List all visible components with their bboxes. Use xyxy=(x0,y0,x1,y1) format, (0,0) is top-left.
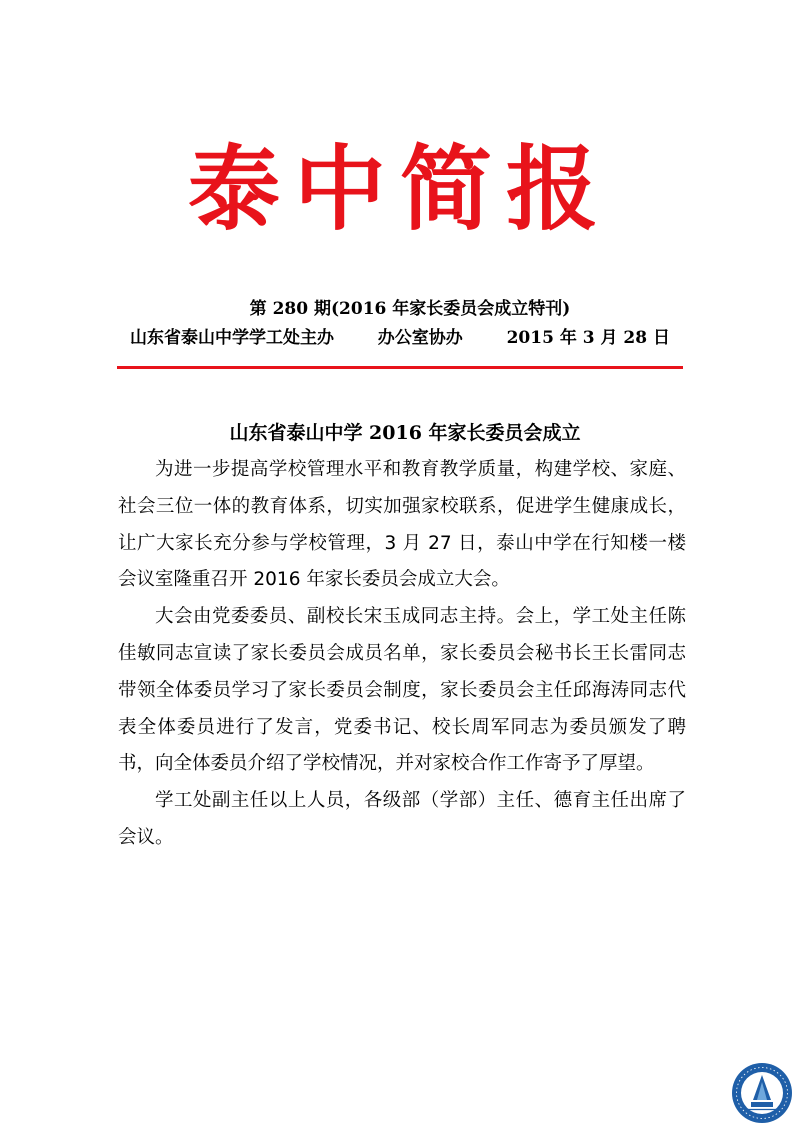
sponsor-line xyxy=(130,327,670,349)
issue-line: 第 280 期(2016 年家长委员会成立特刊) xyxy=(249,299,571,319)
sponsor: 山东省泰山中学学工处主办 xyxy=(130,328,334,348)
article-title: 山东省泰山中学 2016 年家长委员会成立 xyxy=(229,422,581,444)
school-seal-icon xyxy=(731,1062,793,1124)
masthead-title: 泰中简报 xyxy=(187,136,612,243)
article-paragraph: 大会由党委委员、副校长宋玉成同志主持。会上，学工处主任陈佳敏同志宣读了家长委员会成员名单，家长委员会秘书长王长雷同志带领全体委员学习了家长委员会制度，家长委员会主任邱海涛同志代表全体委员进行了发言，党委书记、校长周军同志为委员颁发了聘书，向全体委员介绍了学校情况，并对家校合作工作寄予了厚望。 xyxy=(118,606,686,775)
co-sponsor: 办公室协办 xyxy=(377,328,463,348)
issue-date: 2015 年 3 月 28 日 xyxy=(506,328,670,348)
header-divider xyxy=(117,366,683,369)
article-body xyxy=(118,452,686,857)
article-paragraph: 为进一步提高学校管理水平和教育教学质量，构建学校、家庭、社会三位一体的教育体系，切实加强家校联系，促进学生健康成长，让广大家长充分参与学校管理，3 月 27 日，泰山中学在行知楼一楼会议室隆重召开 2016 年家长委员会成立大会。 xyxy=(118,459,686,591)
article-paragraph: 学工处副主任以上人员，各级部（学部）主任、德育主任出席了会议。 xyxy=(118,790,686,848)
